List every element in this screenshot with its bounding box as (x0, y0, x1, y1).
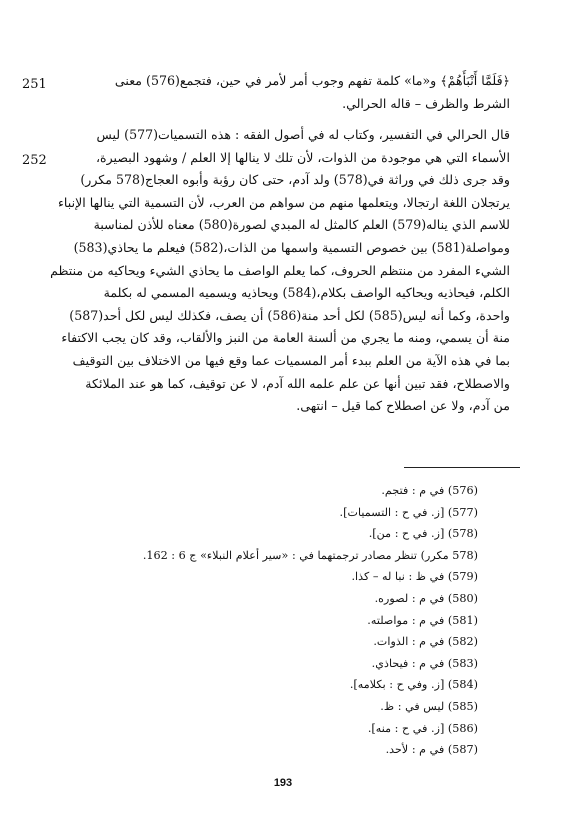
footnote-576: (576) في م : فتجم. (381, 484, 478, 497)
entry-252-line-4: يرتجلان اللغة ارتجالا، ويتعلمها منهم من سواهم من العرب، لأن التسمية التي ينالها الإنباء (58, 194, 510, 210)
entry-252-line-12: والاصطلاح، فقد تبين أنها عن علم علمه الله آدم، لا عن توقيف، كما هو عند الملائكة (85, 375, 510, 391)
footnote-579: (579) في ظ : نبا له – كذا. (351, 570, 478, 584)
footnote-578-repeat: (578 مكرر) تنظر مصادر ترجمتهما في : «سير أعلام النبلاء» ج 6 : 162. (142, 548, 478, 562)
footnote-divider (404, 467, 520, 468)
entry-252-line-8: الكلم، فيحاذيه ويحاكيه الواصف بكلام،(584) ويحاذيه ويسميه المسمي له بكلمة (103, 285, 510, 301)
entry-number-251: 251 (22, 77, 47, 92)
footnote-586: (586) [ز. في ح : منه]. (367, 721, 478, 735)
footnote-582: (582) في م : الذوات. (373, 635, 478, 649)
footnote-577: (577) [ز. في ح : التسميات]. (339, 505, 478, 519)
entry-252-line-9: واحدة، وكما أنه ليس(585) لكل أحد منة(586) أن يصف، فكذلك ليس لكل أحد(587) (69, 307, 510, 323)
entry-252-line-10: منة أن يسمي، ومنه ما يجري من ألسنة العامة من النبز والألقاب، وقد كان يجب الاكتفاء (61, 330, 510, 346)
entry-252-line-6: ومواصلة(581) بين خصوص التسمية واسمها من الذات،(582) فيعلم ما يحاذي(583) (73, 239, 510, 255)
entry-251-text (48, 70, 510, 115)
entry-number-252: 252 (22, 153, 47, 168)
entry-252-line-1: قال الحرالي في التفسير، وكتاب له في أصول الفقه : هذه التسميات(577) ليس (96, 127, 510, 142)
entry-252-line-13: من آدم، ولا عن اصطلاح كما قيل – انتهى. (296, 398, 510, 414)
footnote-583: (583) في م : فيحاذي. (371, 656, 478, 670)
entry-251-line-1: ﴿فَلَمَّا أَنْبَأَهُمْ﴾ و«ما» كلمة تفهم وجوب أمر لأمر في حين، فتجمع(576) معنى (114, 73, 510, 88)
entry-252-line-11: بما في هذه الآية من العلم ببدء أمر المسميات عما وقع فيها من الاختلاف بين التوقيف (72, 352, 510, 368)
page-number: 193 (273, 777, 293, 789)
footnote-587: (587) في م : لأحد. (385, 743, 478, 757)
footnotes (58, 480, 478, 761)
footnote-581: (581) في م : مواصلته. (367, 613, 478, 627)
footnote-578: (578) [ز. في ح : من]. (368, 527, 478, 541)
footnote-580: (580) في م : لصوره. (374, 591, 478, 605)
footnote-584: (584) [ز. وفي ح : بكلامه]. (349, 678, 478, 692)
entry-252-line-7: الشيء المفرد من منتظم الحروف، كما يعلم الواصف ما يحاذي الشيء ويحاكيه من منتظم (50, 262, 510, 278)
entry-252-text (48, 124, 510, 418)
entry-251-line-2: الشرط والظرف – قاله الحرالي. (342, 95, 510, 111)
entry-252-line-5: للاسم الذي يناله(579) العلم كالمثل له المبدي لصورة(580) معناه للأذن لمناسبة (93, 217, 510, 233)
footnote-585: (585) ليس في : ظ. (380, 699, 478, 713)
entry-252-line-2: الأسماء التي هي موجودة من الذوات، لأن تلك لا ينالها إلا العلم / وشهود البصيرة، (95, 149, 510, 165)
entry-252-line-3: وقد جرى ذلك في وراثة في(578) ولد آدم، حتى كان رؤبة وأبوه العجاج(578 مكرر) (80, 172, 510, 188)
